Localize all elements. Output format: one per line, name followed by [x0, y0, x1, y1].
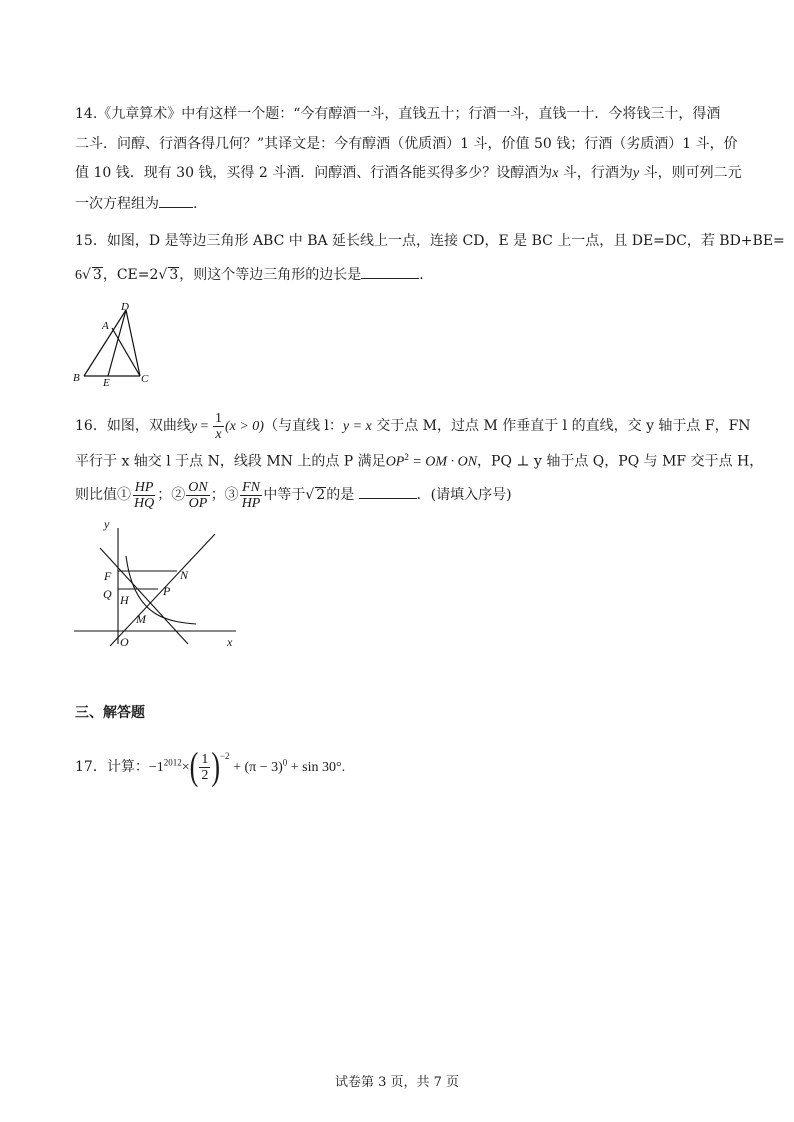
q14-line-3: 值 10 钱．现有 30 钱，买得 2 斗酒．问醇酒、行酒各能买得多少？设醇酒为x 斗，行酒为y 斗，则可列二元	[75, 165, 742, 181]
label-p: P	[163, 584, 171, 598]
fraction-hp-hq: $\frac{HP}{HQ}$	[134, 479, 155, 511]
label-x: x	[227, 635, 233, 649]
label-h: H	[120, 593, 129, 607]
segment-cd	[126, 310, 140, 376]
q16-line-1: 16．如图，双曲线y = $\frac{1}{x}$ (x > 0)（与直线 l：y = x 交于点 M，过点 M 作垂直于 l 的直线，交 y 轴于点 F，FN	[75, 410, 751, 442]
q14-line-2: 二斗．问醇、行酒各得几何？”其译文是：今有醇酒（优质酒）1 斗，价值 50 钱；行酒（劣质酒）1 斗，价	[75, 136, 738, 152]
q15-line-1: 15．如图，D 是等边三角形 ABC 中 BA 延长线上一点，连接 CD，E 是 BC 上一点，且 DE=DC，若 BD+BE=	[75, 233, 785, 249]
q16-line-3: 则比值① $\frac{HP}{HQ}$ ；② $\frac{ON}{OP}$ ；③ $\frac{FN}{HP}$ 中等于√ 2的是 ．(请填入序号)	[75, 479, 512, 511]
q14-line-4: 一次方程组为 .	[75, 193, 197, 214]
label-q: Q	[103, 587, 112, 601]
page-footer: 试卷第 3 页，共 7 页	[334, 1075, 460, 1090]
answer-blank-15[interactable]	[361, 264, 419, 279]
label-e: E	[103, 377, 110, 386]
answer-blank-14[interactable]	[159, 193, 193, 208]
segment-de	[108, 310, 126, 376]
label-n: N	[180, 568, 189, 582]
fraction-1-over-x: $\frac{1}{x}$	[214, 410, 222, 442]
q16-line-2: 平行于 x 轴交 l 于点 N，线段 MN 上的点 P 满足$OP^2$ = OM · ON，PQ ⊥ y 轴于点 Q，PQ 与 MF 交于点 H，	[75, 452, 764, 470]
q14-line-1: 14.《九章算术》中有这样一个题：“今有醇酒一斗，直钱五十；行酒一斗，直钱一十．今将钱三十，得酒	[75, 106, 721, 122]
q17-line: 17．计算：$-1^{2012}\times$( $\frac{1}{2}$ )$^{-2} + (\pi - 3)^0 + \sin 30^\circ$.	[75, 744, 346, 788]
label-m: M	[136, 612, 146, 626]
answer-blank-16[interactable]	[359, 484, 417, 499]
section-heading: 三、解答题	[75, 705, 145, 721]
q15-figure	[70, 298, 160, 386]
label-f: F	[104, 569, 112, 583]
label-y: y	[104, 517, 110, 531]
fraction-one-half: $\frac{1}{2}$	[201, 751, 209, 783]
label-c: C	[141, 373, 149, 385]
label-o: O	[120, 635, 129, 649]
q15-line-2: 6√ 3，CE=2√ 3，则这个等边三角形的边长是 .	[75, 264, 424, 286]
label-b: B	[73, 372, 80, 384]
q16-figure	[70, 516, 245, 651]
fraction-fn-hp: $\frac{FN}{HP}$	[241, 479, 261, 511]
segment-ac	[112, 328, 140, 376]
label-a: A	[102, 320, 109, 332]
fraction-on-op: $\frac{ON}{OP}$	[188, 479, 208, 511]
label-d: D	[121, 301, 129, 313]
line-mf	[100, 548, 188, 644]
